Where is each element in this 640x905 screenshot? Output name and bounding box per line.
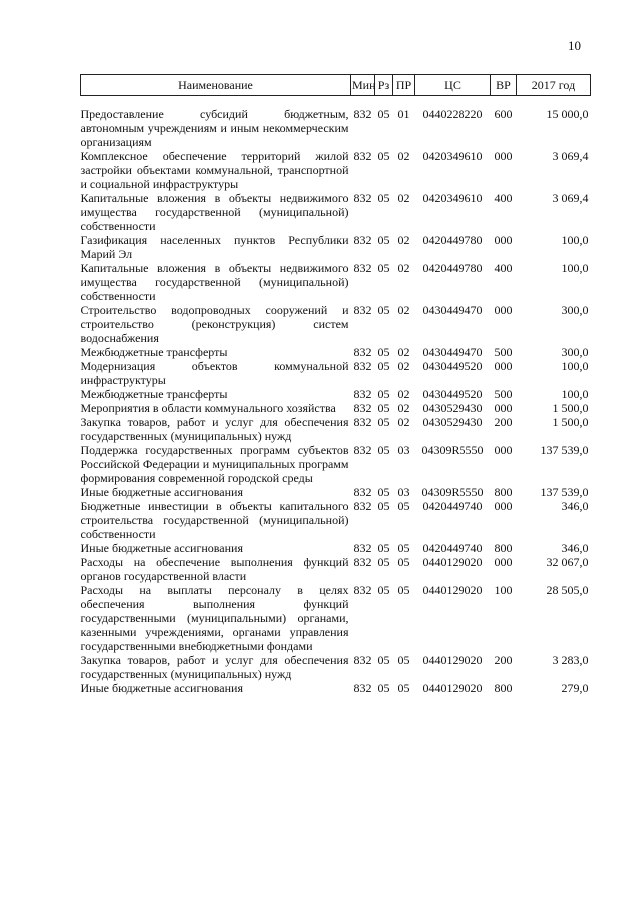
table-row [81, 191, 591, 233]
row-min: 832 [353, 401, 372, 415]
row-name: Закупка товаров, работ и услуг для обеспечения государственных (муниципальных) нужд [80, 653, 349, 681]
row-vr: 000 [494, 303, 513, 317]
row-name: Мероприятия в области коммунального хозяйства [80, 401, 336, 415]
row-vr: 100 [494, 583, 513, 597]
row-vr: 000 [494, 149, 513, 163]
table-row [81, 261, 591, 303]
row-vr: 400 [494, 261, 513, 275]
row-min: 832 [353, 233, 372, 247]
row-min: 832 [353, 499, 372, 513]
table-row [81, 233, 591, 261]
table-row [81, 555, 591, 583]
row-rz: 05 [377, 443, 390, 457]
table-row [81, 415, 591, 443]
row-vr: 800 [494, 485, 513, 499]
row-vr: 000 [494, 359, 513, 373]
row-vr: 800 [494, 541, 513, 555]
row-vr: 500 [494, 387, 513, 401]
budget-table [80, 74, 591, 695]
table-row [81, 485, 591, 499]
row-min: 832 [353, 387, 372, 401]
table-header-row [81, 75, 591, 96]
row-min: 832 [353, 681, 372, 695]
row-pr: 02 [397, 387, 410, 401]
row-cs: 0420349610 [422, 191, 483, 205]
row-min: 832 [353, 261, 372, 275]
row-name: Бюджетные инвестиции в объекты капитального строительства государственной (муниципальной) собственности [80, 499, 349, 541]
table-row [81, 653, 591, 681]
row-cs: 0420349610 [422, 149, 483, 163]
row-name: Комплексное обеспечение территорий жилой застройки объектами коммунальной, транспортной и социальной инфраструктуры [80, 149, 349, 191]
row-rz: 05 [377, 191, 390, 205]
row-vr: 000 [494, 499, 513, 513]
row-amount: 346,0 [561, 541, 589, 555]
row-amount: 300,0 [561, 345, 589, 359]
row-amount: 1 500,0 [552, 415, 589, 429]
row-min: 832 [353, 191, 372, 205]
row-min: 832 [353, 653, 372, 667]
row-rz: 05 [377, 485, 390, 499]
header-name: Наименование [81, 75, 351, 96]
row-pr: 02 [397, 149, 410, 163]
page-number: 10 [568, 38, 581, 53]
header-year: 2017 год [517, 75, 591, 96]
row-min: 832 [353, 555, 372, 569]
row-name: Расходы на обеспечение выполнения функций органов государственной власти [80, 555, 349, 583]
row-rz: 05 [377, 107, 390, 121]
row-name: Закупка товаров, работ и услуг для обеспечения государственных (муниципальных) нужд [80, 415, 349, 443]
row-rz: 05 [377, 653, 390, 667]
row-cs: 0430449470 [422, 303, 483, 317]
table-row [81, 681, 591, 695]
row-name: Капитальные вложения в объекты недвижимого имущества государственной (муниципальной) собственности [80, 261, 349, 303]
row-rz: 05 [377, 345, 390, 359]
row-vr: 000 [494, 443, 513, 457]
row-min: 832 [353, 303, 372, 317]
row-name: Модернизация объектов коммунальной инфраструктуры [80, 359, 349, 387]
row-name: Иные бюджетные ассигнования [80, 541, 243, 555]
row-amount: 100,0 [561, 359, 589, 373]
row-cs: 0420449740 [422, 541, 483, 555]
row-cs: 04309R5550 [421, 443, 484, 457]
row-amount: 346,0 [561, 499, 589, 513]
row-amount: 137 539,0 [540, 485, 589, 499]
table-row [81, 387, 591, 401]
row-min: 832 [353, 541, 372, 555]
row-min: 832 [353, 443, 372, 457]
row-rz: 05 [377, 261, 390, 275]
row-amount: 100,0 [561, 261, 589, 275]
row-min: 832 [353, 149, 372, 163]
row-min: 832 [353, 485, 372, 499]
row-rz: 05 [377, 583, 390, 597]
row-vr: 200 [494, 653, 513, 667]
row-rz: 05 [377, 401, 390, 415]
row-pr: 02 [397, 401, 410, 415]
row-amount: 1 500,0 [552, 401, 589, 415]
row-cs: 0430449520 [422, 387, 483, 401]
header-min: Мин [351, 75, 375, 96]
row-pr: 02 [397, 345, 410, 359]
row-amount: 3 283,0 [552, 653, 589, 667]
row-name: Строительство водопроводных сооружений и строительство (реконструкция) систем водоснабжения [80, 303, 349, 345]
row-cs: 0420449780 [422, 261, 483, 275]
row-vr: 000 [494, 401, 513, 415]
row-pr: 05 [397, 499, 410, 513]
table-body [81, 96, 591, 696]
row-amount: 15 000,0 [546, 107, 589, 121]
row-vr: 200 [494, 415, 513, 429]
row-min: 832 [353, 345, 372, 359]
header-cs: ЦС [415, 75, 491, 96]
row-pr: 03 [397, 443, 410, 457]
row-rz: 05 [377, 555, 390, 569]
table-row [81, 149, 591, 191]
row-cs: 0440129020 [422, 653, 483, 667]
table-row [81, 96, 591, 150]
row-pr: 05 [397, 555, 410, 569]
row-cs: 0430529430 [422, 401, 483, 415]
row-min: 832 [353, 583, 372, 597]
table-row [81, 345, 591, 359]
header-vr: ВР [491, 75, 517, 96]
row-name: Капитальные вложения в объекты недвижимого имущества государственной (муниципальной) собственности [80, 191, 349, 233]
row-pr: 01 [397, 107, 410, 121]
table-row [81, 443, 591, 485]
row-cs: 0440129020 [422, 681, 483, 695]
row-amount: 3 069,4 [552, 191, 589, 205]
row-name: Иные бюджетные ассигнования [80, 681, 243, 695]
row-pr: 02 [397, 415, 410, 429]
row-name: Расходы на выплаты персоналу в целях обеспечения выполнения функций государственными (муниципальными) органами, казенными учреждениями, органами управления государственными внебюджетными фондами [80, 583, 349, 653]
row-amount: 100,0 [561, 233, 589, 247]
row-vr: 000 [494, 233, 513, 247]
row-name: Межбюджетные трансферты [80, 387, 228, 401]
row-amount: 279,0 [561, 681, 589, 695]
row-vr: 800 [494, 681, 513, 695]
row-pr: 05 [397, 583, 410, 597]
row-rz: 05 [377, 387, 390, 401]
row-vr: 500 [494, 345, 513, 359]
row-amount: 32 067,0 [546, 555, 589, 569]
row-rz: 05 [377, 359, 390, 373]
row-name: Межбюджетные трансферты [80, 345, 228, 359]
row-cs: 04309R5550 [421, 485, 484, 499]
row-rz: 05 [377, 149, 390, 163]
row-rz: 05 [377, 541, 390, 555]
row-name: Иные бюджетные ассигнования [80, 485, 243, 499]
header-rz: Рз [375, 75, 393, 96]
table-row [81, 499, 591, 541]
row-amount: 100,0 [561, 387, 589, 401]
row-min: 832 [353, 415, 372, 429]
row-cs: 0420449740 [422, 499, 483, 513]
row-amount: 137 539,0 [540, 443, 589, 457]
row-cs: 0440129020 [422, 583, 483, 597]
header-pr: ПР [393, 75, 415, 96]
row-pr: 02 [397, 233, 410, 247]
row-rz: 05 [377, 499, 390, 513]
row-pr: 02 [397, 191, 410, 205]
table-row [81, 541, 591, 555]
row-name: Газификация населенных пунктов Республики Марий Эл [80, 233, 349, 261]
row-amount: 3 069,4 [552, 149, 589, 163]
row-pr: 02 [397, 359, 410, 373]
row-cs: 0440228220 [422, 107, 483, 121]
row-amount: 28 505,0 [546, 583, 589, 597]
row-min: 832 [353, 359, 372, 373]
row-cs: 0430449470 [422, 345, 483, 359]
row-pr: 02 [397, 261, 410, 275]
row-cs: 0430449520 [422, 359, 483, 373]
row-rz: 05 [377, 415, 390, 429]
row-rz: 05 [377, 303, 390, 317]
row-cs: 0440129020 [422, 555, 483, 569]
row-name: Предоставление субсидий бюджетным, автономным учреждениям и иным некоммерческим организациям [80, 107, 349, 149]
row-vr: 600 [494, 107, 513, 121]
table-row [81, 359, 591, 387]
table-row [81, 303, 591, 345]
table-row [81, 401, 591, 415]
row-min: 832 [353, 107, 372, 121]
row-name: Поддержка государственных программ субъектов Российской Федерации и муниципальных программ формирования современной городской среды [80, 443, 349, 485]
row-rz: 05 [377, 233, 390, 247]
budget-table-container [80, 74, 590, 695]
row-pr: 05 [397, 653, 410, 667]
row-pr: 05 [397, 541, 410, 555]
row-vr: 400 [494, 191, 513, 205]
row-rz: 05 [377, 681, 390, 695]
row-pr: 05 [397, 681, 410, 695]
row-vr: 000 [494, 555, 513, 569]
row-pr: 03 [397, 485, 410, 499]
row-cs: 0420449780 [422, 233, 483, 247]
row-cs: 0430529430 [422, 415, 483, 429]
table-row [81, 583, 591, 653]
row-pr: 02 [397, 303, 410, 317]
row-amount: 300,0 [561, 303, 589, 317]
